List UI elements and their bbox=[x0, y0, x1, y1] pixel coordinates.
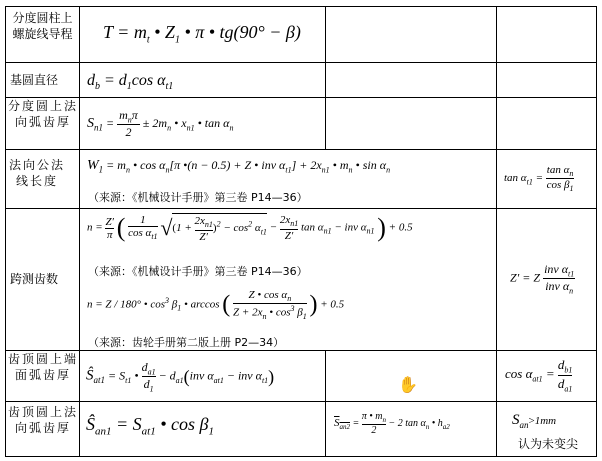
row5-source-2: （来源：齿轮手册第二版上册 P2—34） bbox=[88, 336, 285, 349]
row7-side-condition: $S_{an}>1mm$ bbox=[512, 412, 557, 430]
row7-label: 齿顶圆上法向弧齿厚 bbox=[8, 405, 79, 435]
row5-source-1: （来源：《机械设计手册》第三卷 P14—36） bbox=[88, 265, 308, 278]
row4-formula: $W_1 = m_n$ • $\cos \alpha_n[\pi$ •(n − 0.5) + Z • inv $\alpha_{t1}] + 2x_{n1}$ • $m_n$ • $\sin \alpha_n$ bbox=[87, 158, 391, 175]
row3-formula: $S_{n1}$ = $m_n\pi$ 2 ± $2m_n$ • $x_{n1}$ • $\tan \alpha_n$ bbox=[87, 108, 234, 140]
row3-label: 分度圆上法向弧齿厚 bbox=[8, 99, 79, 129]
row2-empty-cell-2 bbox=[496, 62, 597, 98]
row3-empty-cell-2 bbox=[496, 97, 597, 150]
row1-empty-cell-2 bbox=[496, 6, 597, 63]
row6-label: 齿顶圆上端面弧齿厚 bbox=[8, 352, 79, 382]
hand-cursor-icon: ✋ bbox=[398, 375, 418, 394]
row5-formula-1: n = $\frac{Z'}{\pi}$ ( $\frac{1}{\cos \alpha_{t1}}$ √(1 + $\frac{2x_{n1}}{Z'}$ )$^2 - \cos^2 \alpha_{t1}$ − $\frac{2x_{n1}}{Z'}$ $\tan \alpha_{n1}$ − inv $\alpha_{n1}$ ) + 0.5 bbox=[87, 213, 413, 243]
row4-side-formula: $\tan \alpha_{t1}$ = $\frac{\tan \alpha_n}{\cos \beta_1}$ bbox=[504, 164, 574, 194]
row1-formula: $T = m_t$ • $Z_1$ • π • tg(90° − β) bbox=[103, 22, 301, 46]
row6-side-formula: $\cos \alpha_{at1}$ = $\frac{d_{b1}}{d_{a1}}$ bbox=[505, 357, 573, 394]
row1-label: 分度圆柱上螺旋线导程 bbox=[12, 11, 73, 41]
row7-side-note: 认为未变尖 bbox=[517, 437, 578, 451]
row4-label: 法向公法线长度 bbox=[8, 158, 65, 188]
row4-source: （来源：《机械设计手册》第三卷 P14—36） bbox=[88, 191, 308, 204]
row5-formula-2: n = Z / 180° • $\cos^3 \beta_1$ • arccos ( $\frac{Z • \cos \alpha_n}{Z + 2x_n • \cos^3 \beta_1}$ ) + 0.5 bbox=[87, 289, 345, 322]
row1-empty-cell-1 bbox=[325, 6, 497, 63]
row3-empty-cell-1 bbox=[325, 97, 497, 150]
row2-empty-cell-1 bbox=[325, 62, 497, 98]
row5-side-formula: Z′ = Z inv $\alpha_{t1}$ inv $\alpha_n$ bbox=[510, 262, 575, 296]
row7-mid-formula: $S_{an2}$ = $\frac{\pi • m_n}{2}$ − 2 $\tan \alpha_n$ • $h_{a2}$ bbox=[334, 411, 450, 436]
row2-formula: $d_b = d_1\cos$ $\alpha_{t1}$ bbox=[87, 72, 174, 93]
row5-label: 跨测齿数 bbox=[10, 272, 59, 286]
row2-label: 基圆直径 bbox=[10, 73, 59, 87]
row6-formula: $Ŝ_{at1} = S_{t1}$ • $\frac{d_{a1}}{d_1}$ − $d_{a1}(inv$ $\alpha_{at1}$ − inv $\alpha_{t1}$) bbox=[86, 360, 275, 394]
row7-formula: $Ŝ_{an1} = S_{at1}$ • $\cos \beta_1$ bbox=[86, 414, 214, 438]
